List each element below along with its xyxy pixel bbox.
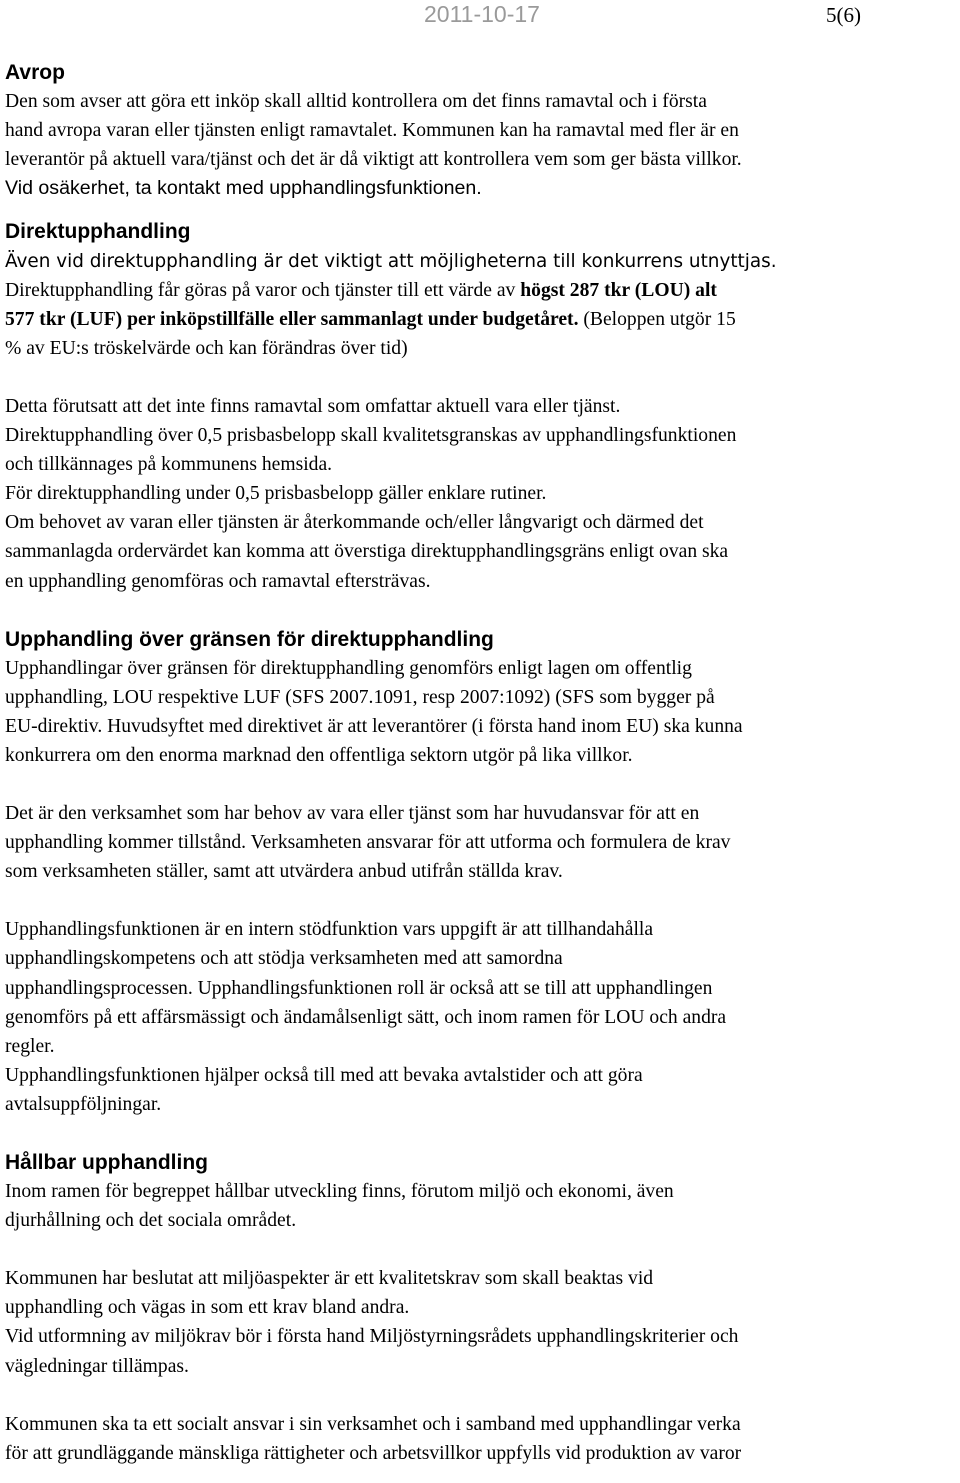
text-span: (Beloppen utgör 15 (578, 308, 736, 330)
section-heading-avrop: Avrop (5, 61, 65, 84)
spacer (5, 203, 959, 217)
text-line: djurhållning och det sociala området. (5, 1210, 297, 1232)
bold-text: 577 tkr (LUF) per inköpstillfälle eller sammanlagt under budgetåret. (5, 308, 579, 330)
paragraph-verksamhet (5, 799, 959, 886)
document-body (5, 58, 959, 1468)
paragraph-lou (5, 654, 959, 770)
text-line: Detta förutsatt att det inte finns ramavtal som omfattar aktuell vara eller tjänst. (5, 395, 621, 417)
text-line: som verksamheten ställer, samt att utvärdera anbud utifrån ställda krav. (5, 861, 563, 883)
text-line: upphandlingsprocessen. Upphandlingsfunktionen roll är också att se till att upphandlingen (5, 977, 713, 999)
paragraph-avrop (5, 87, 959, 203)
text-line: Även vid direktupphandling är det viktigt att möjligheterna till konkurrens utnyttjas. (5, 250, 777, 272)
text-span: Direktupphandling får göras på varor och tjänster till ett värde av (5, 279, 521, 301)
header-page-number: 5(6) (826, 3, 861, 27)
paragraph-limit (5, 276, 959, 363)
header-date: 2011-10-17 (424, 1, 540, 27)
text-line: Om behovet av varan eller tjänsten är återkommande och/eller långvarigt och därmed det (5, 512, 704, 534)
text-line: konkurrera om den enorma marknad den offentliga sektorn utgör på lika villkor. (5, 744, 633, 766)
spacer (5, 596, 959, 625)
section-over-gransen (5, 625, 959, 1119)
paragraph-miljo (5, 1264, 959, 1380)
section-heading-hallbar: Hållbar upphandling (5, 1151, 208, 1174)
text-line: Vid utformning av miljökrav bör i första hand Miljöstyrningsrådets upphandlingskriterier och (5, 1326, 739, 1348)
spacer (5, 363, 959, 392)
text-line: upphandling, LOU respektive LUF (SFS 2007.1091, resp 2007:1092) (SFS som bygger på (5, 686, 715, 708)
paragraph-upphandlingsfunktionen (5, 915, 959, 1119)
text-line: Vid osäkerhet, ta kontakt med upphandlingsfunktionen. (5, 177, 482, 200)
text-line: för att grundläggande mänskliga rättigheter och arbetsvillkor uppfylls vid produktion av varor (5, 1442, 742, 1464)
text-line: Upphandlingsfunktionen är en intern stödfunktion vars uppgift är att tillhandahålla (5, 919, 654, 941)
text-line: Kommunen ska ta ett socialt ansvar i sin verksamhet och i samband med upphandlingar verka (5, 1413, 741, 1435)
section-hallbar (5, 1148, 959, 1468)
paragraph-conditions (5, 392, 959, 596)
text-line: en upphandling genomföras och ramavtal eftersträvas. (5, 570, 431, 592)
paragraph-socialt (5, 1410, 959, 1468)
text-line: Inom ramen för begreppet hållbar utveckling finns, förutom miljö och ekonomi, även (5, 1181, 674, 1203)
section-heading-direktupphandling: Direktupphandling (5, 220, 191, 244)
text-line: genomförs på ett affärsmässigt och ändamålsenligt sätt, och inom ramen för LOU och andra (5, 1006, 727, 1028)
spacer (5, 1381, 959, 1410)
text-line (5, 305, 959, 334)
text-line: För direktupphandling under 0,5 prisbasbelopp gäller enklare rutiner. (5, 483, 547, 505)
text-line: avtalsuppföljningar. (5, 1093, 162, 1115)
spacer (5, 770, 959, 799)
text-line: upphandling kommer tillstånd. Verksamheten ansvarar för att utforma och formulera de krav (5, 832, 731, 854)
text-line: och tillkännages på kommunens hemsida. (5, 454, 333, 476)
text-line: hand avropa varan eller tjänsten enligt ramavtalet. Kommunen kan ha ramavtal med fler är en (5, 120, 739, 142)
text-line: Upphandlingsfunktionen hjälper också till med att bevaka avtalstider och att göra (5, 1064, 643, 1086)
section-heading-over-gransen: Upphandling över gränsen för direktupphandling (5, 627, 494, 651)
section-avrop (5, 58, 959, 203)
text-line: leverantör på aktuell vara/tjänst och det är då viktigt att kontrollera vem som ger bästa villkor. (5, 149, 742, 171)
text-line: Det är den verksamhet som har behov av vara eller tjänst som har huvudansvar för att en (5, 803, 700, 825)
section-direktupphandling (5, 217, 959, 595)
spacer (5, 1119, 959, 1148)
text-line: Upphandlingar över gränsen för direktupphandling genomförs enligt lagen om offentlig (5, 657, 692, 679)
paragraph-hallbar-intro (5, 1177, 959, 1235)
text-line: upphandling och vägas in som ett krav bland andra. (5, 1297, 410, 1319)
text-line: vägledningar tillämpas. (5, 1355, 189, 1377)
text-line (5, 276, 959, 305)
spacer (5, 1235, 959, 1264)
text-line: Direktupphandling över 0,5 prisbasbelopp skall kvalitetsgranskas av upphandlingsfunktionen (5, 425, 737, 447)
text-line: sammanlagda ordervärdet kan komma att överstiga direktupphandlingsgräns enligt ovan ska (5, 541, 729, 563)
text-line: Den som avser att göra ett inköp skall alltid kontrollera om det finns ramavtal och i första (5, 91, 707, 113)
bold-text: högst 287 tkr (LOU) alt (520, 279, 717, 301)
spacer (5, 886, 959, 915)
text-line: upphandlingskompetens och att stödja verksamheten med att samordna (5, 948, 563, 970)
text-line: EU-direktiv. Huvudsyftet med direktivet är att leverantörer (i första hand inom EU) ska kunna (5, 715, 743, 737)
text-line: % av EU:s tröskelvärde och kan förändras över tid) (5, 337, 408, 359)
text-line: Kommunen har beslutat att miljöaspekter är ett kvalitetskrav som skall beaktas vid (5, 1268, 654, 1290)
text-line: regler. (5, 1035, 55, 1057)
